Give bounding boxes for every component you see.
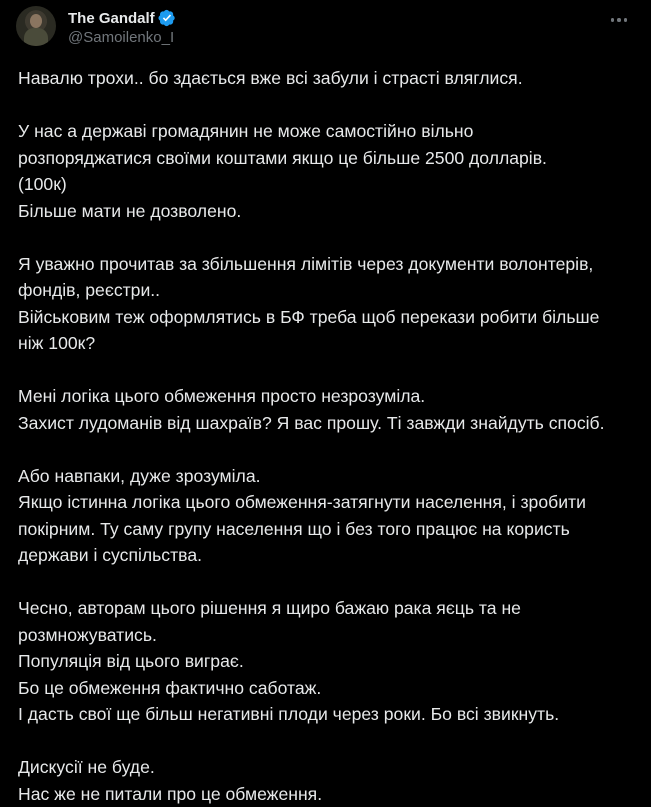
more-options-icon-dot: [624, 18, 628, 22]
tweet-header: [16, 6, 635, 48]
tweet-paragraph: [18, 118, 638, 224]
tweet-paragraph: [18, 463, 638, 569]
tweet-text-line: Якщо істинна логіка цього обмеження-затягнути населення, і зробити: [18, 489, 638, 516]
tweet-text-line: Дискусії не буде.: [18, 754, 638, 781]
tweet-paragraph: [18, 65, 638, 92]
tweet-text-line: У нас а державі громадянин не може самостійно вільно: [18, 118, 638, 145]
tweet-text: [18, 65, 638, 807]
tweet-text-line: Чесно, авторам цього рішення я щиро бажаю рака яєць та не: [18, 595, 638, 622]
tweet-text-line: держави і суспільства.: [18, 542, 638, 569]
more-options-icon-dot: [617, 18, 621, 22]
tweet-text-line: ніж 100к?: [18, 330, 638, 357]
tweet-text-line: Популяція від цього виграє.: [18, 648, 638, 675]
tweet-text-line: І дасть свої ще більш негативні плоди через роки. Бо всі звикнуть.: [18, 701, 638, 728]
verified-badge-icon: [158, 9, 176, 27]
more-options-button[interactable]: [607, 10, 631, 30]
tweet-text-line: Захист лудоманів від шахраїв? Я вас прошу. Ті завжди знайдуть спосіб.: [18, 410, 638, 437]
tweet-text-line: Військовим теж оформлятись в БФ треба щоб перекази робити більше: [18, 304, 638, 331]
avatar[interactable]: [16, 6, 56, 46]
tweet-paragraph: [18, 251, 638, 357]
tweet-text-line: розмножуватись.: [18, 622, 638, 649]
tweet-paragraph: [18, 595, 638, 728]
tweet-paragraph: [18, 383, 638, 436]
author-display-name[interactable]: The Gandalf: [68, 10, 155, 27]
tweet-text-line: Більше мати не дозволено.: [18, 198, 638, 225]
author-handle[interactable]: @Samoilenko_I: [68, 29, 176, 46]
tweet-text-line: (100к): [18, 171, 638, 198]
tweet-text-line: Я уважно прочитав за збільшення лімітів через документи волонтерів,: [18, 251, 638, 278]
tweet-text-line: Навалю трохи.. бо здається вже всі забули і страсті вляглися.: [18, 65, 638, 92]
avatar-head: [30, 14, 42, 28]
paragraph-spacer: [18, 224, 638, 251]
tweet-text-line: Або навпаки, дуже зрозуміла.: [18, 463, 638, 490]
tweet-text-line: Бо це обмеження фактично саботаж.: [18, 675, 638, 702]
display-name-row: [68, 8, 176, 28]
paragraph-spacer: [18, 728, 638, 755]
paragraph-spacer: [18, 436, 638, 463]
author-names: [68, 8, 176, 46]
tweet-text-line: розпоряджатися своїми коштами якщо це більше 2500 долларів.: [18, 145, 638, 172]
tweet-text-line: покірним. Ту саму групу населення що і без того працює на користь: [18, 516, 638, 543]
tweet-text-line: фондів, реєстри..: [18, 277, 638, 304]
paragraph-spacer: [18, 92, 638, 119]
avatar-body: [24, 28, 48, 46]
more-options-icon: [611, 18, 615, 22]
paragraph-spacer: [18, 357, 638, 384]
paragraph-spacer: [18, 569, 638, 596]
tweet-text-line: Нас же не питали про це обмеження.: [18, 781, 638, 807]
tweet-text-line: Мені логіка цього обмеження просто незрозуміла.: [18, 383, 638, 410]
tweet-paragraph: [18, 754, 638, 807]
